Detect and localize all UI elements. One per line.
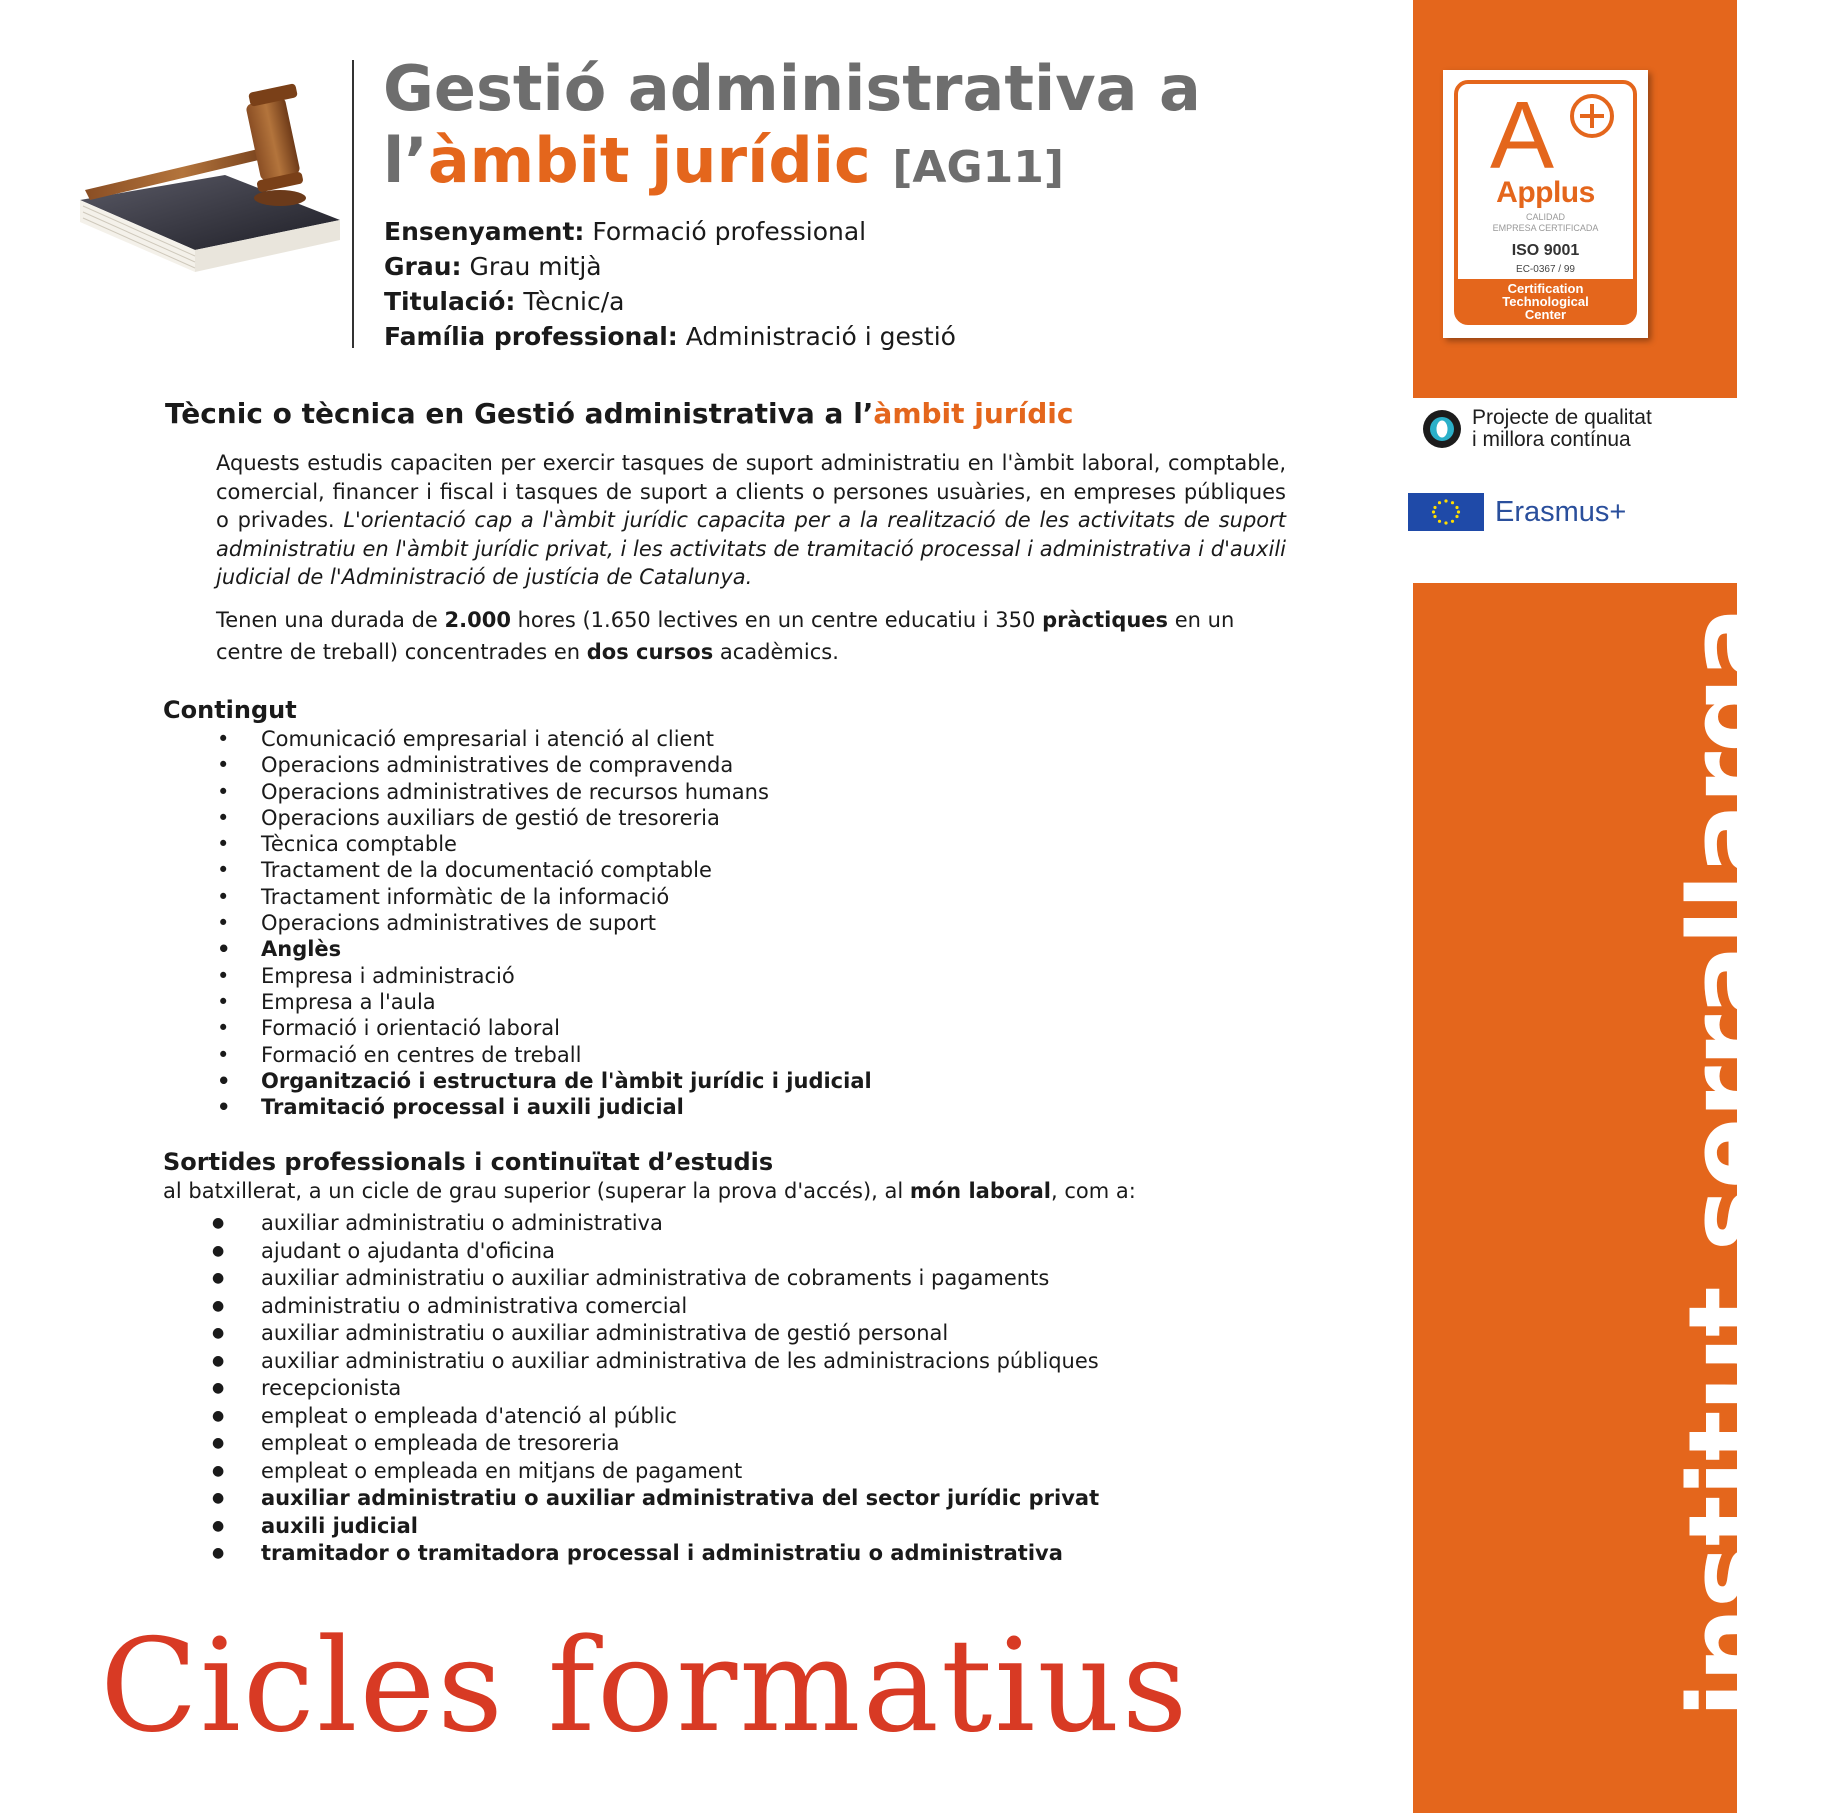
meta-label: Titulació: bbox=[384, 287, 516, 316]
school-vertical-text bbox=[1666, 607, 1838, 1718]
list-item: ● empleat o empleada en mitjans de pagament bbox=[212, 1458, 1099, 1486]
list-item: • Formació i orientació laboral bbox=[212, 1015, 872, 1041]
school-url: www.xtec.cat/iesserrallarga bbox=[1794, 774, 1838, 1298]
duration-courses: dos cursos bbox=[586, 640, 714, 664]
title-code: [AG11] bbox=[892, 142, 1064, 193]
quality-ring-icon bbox=[1420, 407, 1464, 451]
list-item: • Tractament informàtic de la informació bbox=[212, 884, 872, 910]
gavel-book-icon bbox=[75, 80, 345, 275]
meta-label: Família professional: bbox=[384, 322, 678, 351]
list-item: ● recepcionista bbox=[212, 1375, 1099, 1403]
meta-value: Formació professional bbox=[592, 217, 867, 246]
iso-certificate-badge bbox=[1443, 70, 1648, 338]
meta-row bbox=[384, 284, 956, 319]
list-item: • Empresa i administració bbox=[212, 963, 872, 989]
a-plus-logo-icon bbox=[1480, 82, 1620, 189]
meta-value: Administració i gestió bbox=[685, 322, 956, 351]
duration-text: en un centre de treball) concentrades en bbox=[216, 608, 1235, 664]
meta-row bbox=[384, 319, 956, 354]
list-item: ● empleat o empleada d'atenció al públic bbox=[212, 1403, 1099, 1431]
title-line2 bbox=[383, 126, 1064, 203]
list-item: • Organització i estructura de l'àmbit jurídic i judicial bbox=[212, 1068, 872, 1094]
duration-text: hores (1.650 lectives en un centre educatiu i 350 bbox=[510, 608, 1043, 632]
list-item: • Tècnica comptable bbox=[212, 831, 872, 857]
list-item: • Operacions auxiliars de gestió de tresoreria bbox=[212, 805, 872, 831]
title-highlight: àmbit jurídic bbox=[427, 124, 871, 197]
meta-label: Grau: bbox=[384, 252, 462, 281]
cert-brand: Applus bbox=[1496, 176, 1595, 209]
sortides-intro bbox=[163, 1179, 1136, 1203]
meta-row bbox=[384, 249, 956, 284]
duration-paragraph bbox=[216, 604, 1246, 668]
list-item: • Operacions administratives de compravenda bbox=[212, 752, 872, 778]
meta-value: Grau mitjà bbox=[469, 252, 602, 281]
description-text: Aquests estudis capaciten per exercir tasques de suport administratiu en l'àmbit laboral, comptable, comercial, financer i fiscal i tasques de suport a clients o persones usuàries, en empreses públiques o privades. bbox=[216, 451, 1286, 532]
description-paragraph bbox=[216, 449, 1286, 592]
list-item: ● administratiu o administrativa comercial bbox=[212, 1293, 1099, 1321]
duration-text: Tenen una durada de bbox=[216, 608, 445, 632]
duration-practice: pràctiques bbox=[1042, 608, 1169, 632]
program-meta bbox=[384, 214, 956, 354]
cert-footer bbox=[1458, 279, 1633, 321]
list-item: ● auxiliar administratiu o auxiliar administrativa del sector jurídic privat bbox=[212, 1485, 1099, 1513]
cert-line1: CALIDAD bbox=[1525, 212, 1565, 222]
section-heading-highlight: àmbit jurídic bbox=[873, 397, 1074, 430]
list-item: ● auxili judicial bbox=[212, 1513, 1099, 1541]
erasmus-logo bbox=[1408, 493, 1626, 531]
cert-line2: EMPRESA CERTIFICADA bbox=[1492, 223, 1599, 233]
quality-line1: Projecte de qualitat bbox=[1472, 406, 1652, 429]
duration-hours: 2.000 bbox=[444, 608, 511, 632]
contingut-list bbox=[212, 726, 872, 1120]
list-item: • Operacions administratives de suport bbox=[212, 910, 872, 936]
cert-footer-line: Center bbox=[1524, 307, 1567, 322]
meta-row bbox=[384, 214, 956, 249]
sortides-intro-bold: món laboral bbox=[909, 1179, 1051, 1203]
list-item: ● ajudant o ajudanta d'oficina bbox=[212, 1238, 1099, 1266]
list-item: • Anglès bbox=[212, 936, 872, 962]
list-item: ● auxiliar administratiu o administrativa bbox=[212, 1210, 1099, 1238]
cert-ec: EC-0367 / 99 bbox=[1516, 264, 1575, 275]
sortides-list bbox=[212, 1210, 1099, 1568]
header-divider bbox=[352, 60, 354, 348]
list-item: • Empresa a l'aula bbox=[212, 989, 872, 1015]
meta-label: Ensenyament: bbox=[384, 217, 585, 246]
meta-value: Tècnic/a bbox=[523, 287, 625, 316]
list-item: • Operacions administratives de recursos humans bbox=[212, 779, 872, 805]
description-italic: L'orientació cap a l'àmbit jurídic capacita per a la realització de les activitats de suport administratiu en l'àmbit jurídic privat, i les activitats de tramitació processal i administrativa i d'auxili judicial de l'Administració de justícia de Catalunya. bbox=[216, 508, 1286, 589]
cert-footer-line: Certification bbox=[1507, 281, 1584, 296]
erasmus-label: Erasmus+ bbox=[1495, 495, 1627, 528]
list-item: • Formació en centres de treball bbox=[212, 1042, 872, 1068]
section-heading bbox=[165, 397, 1073, 430]
list-item: • Tramitació processal i auxili judicial bbox=[212, 1094, 872, 1120]
sortides-intro-end: , com a: bbox=[1051, 1179, 1136, 1203]
list-item: • Tractament de la documentació comptable bbox=[212, 857, 872, 883]
quality-line2: i millora contínua bbox=[1472, 428, 1631, 451]
sortides-intro-text: al batxillerat, a un cicle de grau superior (superar la prova d'accés), al bbox=[163, 1179, 910, 1203]
list-item: ● auxiliar administratiu o auxiliar administrativa de les administracions públiques bbox=[212, 1348, 1099, 1376]
list-item: • Comunicació empresarial i atenció al client bbox=[212, 726, 872, 752]
sortides-heading: Sortides professionals i continuïtat d’estudis bbox=[163, 1148, 774, 1176]
cert-footer-line: Technological bbox=[1502, 294, 1589, 309]
quality-project-logo bbox=[1420, 404, 1652, 454]
cicles-formatius-title: Cicles formatius bbox=[100, 1612, 1190, 1761]
list-item: ● auxiliar administratiu o auxiliar administrativa de cobraments i pagaments bbox=[212, 1265, 1099, 1293]
list-item: ● tramitador o tramitadora processal i administratiu o administrativa bbox=[212, 1540, 1099, 1568]
title-line1: Gestió administrativa a bbox=[383, 52, 1201, 125]
duration-text: acadèmics. bbox=[713, 640, 839, 664]
eu-flag-icon bbox=[1408, 493, 1484, 531]
title-prefix: l’ bbox=[383, 124, 428, 197]
section-heading-prefix: Tècnic o tècnica en Gestió administrativa a l’ bbox=[165, 397, 874, 430]
list-item: ● empleat o empleada de tresoreria bbox=[212, 1430, 1099, 1458]
svg-text:A: A bbox=[1490, 82, 1555, 189]
school-name: institut serrallarga bbox=[1666, 607, 1789, 1718]
cert-iso: ISO 9001 bbox=[1511, 242, 1580, 259]
contingut-heading: Contingut bbox=[163, 696, 297, 724]
list-item: ● auxiliar administratiu o auxiliar administrativa de gestió personal bbox=[212, 1320, 1099, 1348]
